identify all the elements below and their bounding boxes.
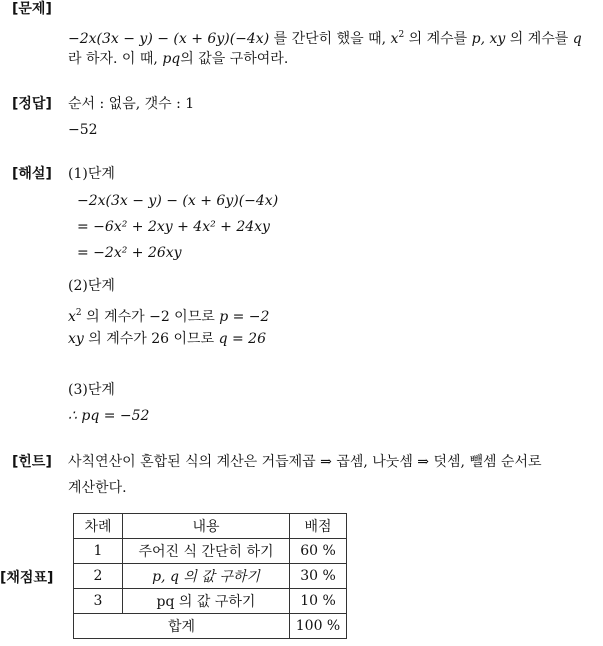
rubric-order: 3 bbox=[74, 589, 123, 614]
problem-text-b: 의 계수를 bbox=[408, 31, 468, 47]
rubric-content: p, q 의 값 구하기 bbox=[123, 564, 290, 589]
problem-xy: xy bbox=[489, 31, 506, 47]
problem-text-a: 를 간단히 했을 때, bbox=[273, 31, 387, 47]
rubric-score: 30 % bbox=[290, 564, 347, 589]
rubric-score: 60 % bbox=[290, 539, 347, 564]
step2-xy: xy bbox=[68, 331, 84, 347]
rubric-header-content: 내용 bbox=[123, 514, 290, 539]
answer-value: −52 bbox=[68, 122, 98, 138]
rubric-header-score: 배점 bbox=[290, 514, 347, 539]
step2-q-eq: q = 26 bbox=[218, 331, 266, 347]
rubric-header-row bbox=[74, 514, 347, 539]
hint-label: [힌트] bbox=[12, 454, 52, 470]
problem-label: [문제] bbox=[12, 1, 52, 17]
rubric-row bbox=[74, 539, 347, 564]
step3-line-1: ∴ pq = −52 bbox=[68, 408, 150, 424]
problem-text-c: 의 계수를 bbox=[509, 31, 569, 47]
step2-line-1 bbox=[68, 304, 269, 326]
step1-line-3: = −2x² + 26xy bbox=[77, 245, 182, 261]
step2-title: (2)단계 bbox=[68, 278, 115, 294]
rubric-score: 10 % bbox=[290, 589, 347, 614]
step1-line-1: −2x(3x − y) − (x + 6y)(−4x) bbox=[77, 193, 279, 209]
hint-line-1: 사칙연산이 혼합된 식의 계산은 거듭제곱 ⇒ 곱셈, 나눗셈 ⇒ 덧셈, 뺄셈 순서로 bbox=[68, 454, 542, 470]
rubric-table bbox=[73, 513, 347, 639]
rubric-total-row bbox=[74, 614, 347, 639]
step2-x: x bbox=[68, 309, 76, 325]
step2-p-eq: p = −2 bbox=[219, 309, 270, 325]
step2-text-1: 의 계수가 −2 이므로 bbox=[86, 309, 215, 325]
step2-x-exponent: 2 bbox=[75, 308, 82, 318]
step1-line-2: = −6x² + 2xy + 4x² + 24xy bbox=[77, 219, 270, 235]
rubric-order: 1 bbox=[74, 539, 123, 564]
problem-x-exponent: 2 bbox=[398, 30, 405, 40]
answer-line-1: 순서 : 없음, 갯수 : 1 bbox=[68, 96, 195, 112]
problem-line-2 bbox=[68, 50, 288, 68]
problem-q: q bbox=[572, 31, 582, 47]
rubric-row bbox=[74, 589, 347, 614]
problem-expression: −2x(3x − y) − (x + 6y)(−4x) bbox=[68, 31, 270, 47]
problem-line-1 bbox=[68, 26, 582, 48]
problem-x: x bbox=[390, 31, 399, 47]
solution-label: [해설] bbox=[12, 166, 52, 182]
problem-text-d: 라 하자. 이 때, bbox=[68, 51, 158, 67]
rubric-total-label: 합계 bbox=[74, 614, 290, 639]
problem-pq: pq bbox=[162, 51, 181, 67]
rubric-content: 주어진 식 간단히 하기 bbox=[123, 539, 290, 564]
step3-title: (3)단계 bbox=[68, 382, 115, 398]
problem-text-e: 의 값을 구하여라. bbox=[180, 51, 289, 67]
rubric-order: 2 bbox=[74, 564, 123, 589]
step2-text-2: 의 계수가 26 이므로 bbox=[88, 331, 215, 347]
rubric-header-order: 차례 bbox=[74, 514, 123, 539]
rubric-content: pq 의 값 구하기 bbox=[123, 589, 290, 614]
rubric-row bbox=[74, 564, 347, 589]
step2-line-2 bbox=[68, 330, 266, 348]
rubric-label: [채점표] bbox=[0, 570, 54, 586]
rubric-total-score: 100 % bbox=[290, 614, 347, 639]
problem-p: p, bbox=[471, 31, 486, 47]
step1-title: (1)단계 bbox=[68, 166, 115, 182]
answer-label: [정답] bbox=[12, 96, 52, 112]
hint-line-2: 계산한다. bbox=[68, 480, 127, 496]
